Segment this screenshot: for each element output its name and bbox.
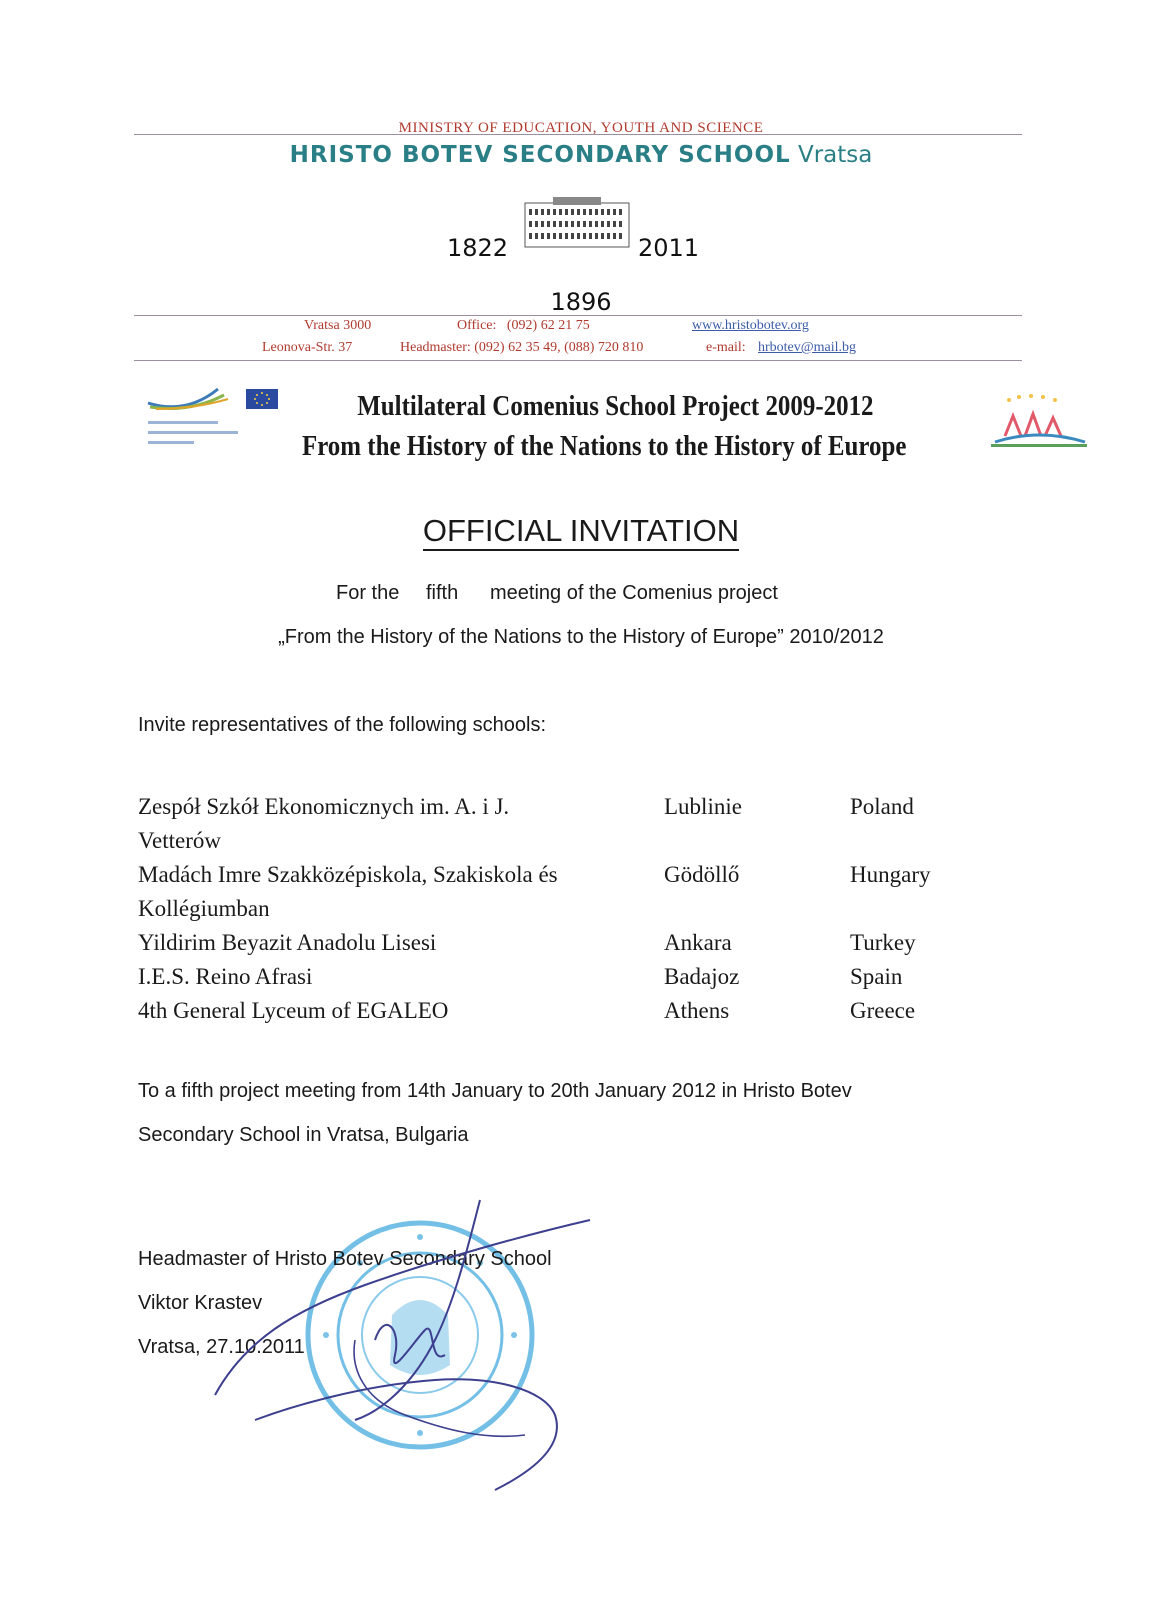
comenius-project-logo-icon — [985, 392, 1093, 462]
website-link[interactable]: www.hristobotev.org — [692, 318, 809, 333]
school-name-3: Yildirim Beyazit Anadolu Lisesi — [138, 930, 437, 955]
header-rule-bottom — [134, 360, 1022, 361]
place-and-date: Vratsa, 27.10.2011 — [138, 1336, 305, 1358]
school-name — [0, 142, 1162, 168]
invite-text: Invite representatives of the following schools: — [138, 714, 546, 736]
intro-for: For the — [336, 582, 400, 604]
year-founded: 1896 — [550, 288, 612, 316]
meeting-line-2: Secondary School in Vratsa, Bulgaria — [138, 1124, 469, 1146]
year-right: 2011 — [638, 234, 700, 262]
project-name-line: „From the History of the Nations to the History of Europe” 2010/2012 — [278, 626, 884, 648]
contact-headmaster-phone: Headmaster: (092) 62 35 49, (088) 720 810 — [400, 340, 644, 355]
school-country-1: Poland — [850, 794, 914, 819]
project-title-line1: Multilateral Comenius School Project 2009-2012 — [357, 390, 874, 422]
school-city-3: Ankara — [664, 930, 732, 955]
meeting-line-1: To a fifth project meeting from 14th January to 20th January 2012 in Hristo Botev — [138, 1080, 852, 1102]
school-country-4: Spain — [850, 964, 903, 989]
handwritten-signature-icon — [205, 1190, 625, 1510]
school-name-4: I.E.S. Reino Afrasi — [138, 964, 313, 989]
intro-meeting: meeting of the Comenius project — [490, 582, 778, 604]
school-city-2: Gödöllő — [664, 862, 740, 887]
school-name-1: Zespół Szkół Ekonomicznych im. A. i J. — [138, 794, 510, 819]
school-name-2: Madách Imre Szakközépiskola, Szakiskola és — [138, 862, 558, 887]
school-building-icon — [523, 197, 631, 249]
project-title-line2: From the History of the Nations to the History of Europe — [301, 430, 907, 462]
school-name-5: 4th General Lyceum of EGALEO — [138, 998, 449, 1023]
contact-city: Vratsa 3000 — [304, 318, 372, 333]
email-label: e-mail: — [706, 340, 746, 355]
school-country-2: Hungary — [850, 862, 931, 887]
intro-ordinal: fifth — [426, 582, 459, 604]
school-country-3: Turkey — [850, 930, 916, 955]
school-country-5: Greece — [850, 998, 916, 1023]
school-name-1-cont: Vetterów — [138, 828, 222, 853]
signer-role: Headmaster of Hristo Botev Secondary School — [138, 1248, 552, 1270]
contact-street: Leonova-Str. 37 — [262, 340, 353, 355]
invitation-title-text: OFFICIAL INVITATION — [423, 513, 739, 551]
header-rule-top — [134, 134, 1022, 135]
ministry-name: MINISTRY OF EDUCATION, YOUTH AND SCIENCE — [398, 120, 764, 136]
email-link[interactable]: hrbotev@mail.bg — [758, 340, 857, 355]
school-city-4: Badajoz — [664, 964, 740, 989]
school-name-2-cont: Kollégiumban — [138, 896, 270, 921]
signer-name: Viktor Krastev — [138, 1292, 263, 1314]
school-city: Vratsa — [797, 142, 873, 168]
contact-office-phone: Office: (092) 62 21 75 — [457, 318, 590, 333]
year-left: 1822 — [447, 234, 509, 262]
invitation-title — [0, 513, 1162, 549]
header-rule-middle — [134, 315, 1022, 316]
school-city-5: Athens — [664, 998, 730, 1023]
school-city-1: Lublinie — [664, 794, 742, 819]
school-name-bold: HRISTO BOTEV SECONDARY SCHOOL — [289, 142, 791, 168]
